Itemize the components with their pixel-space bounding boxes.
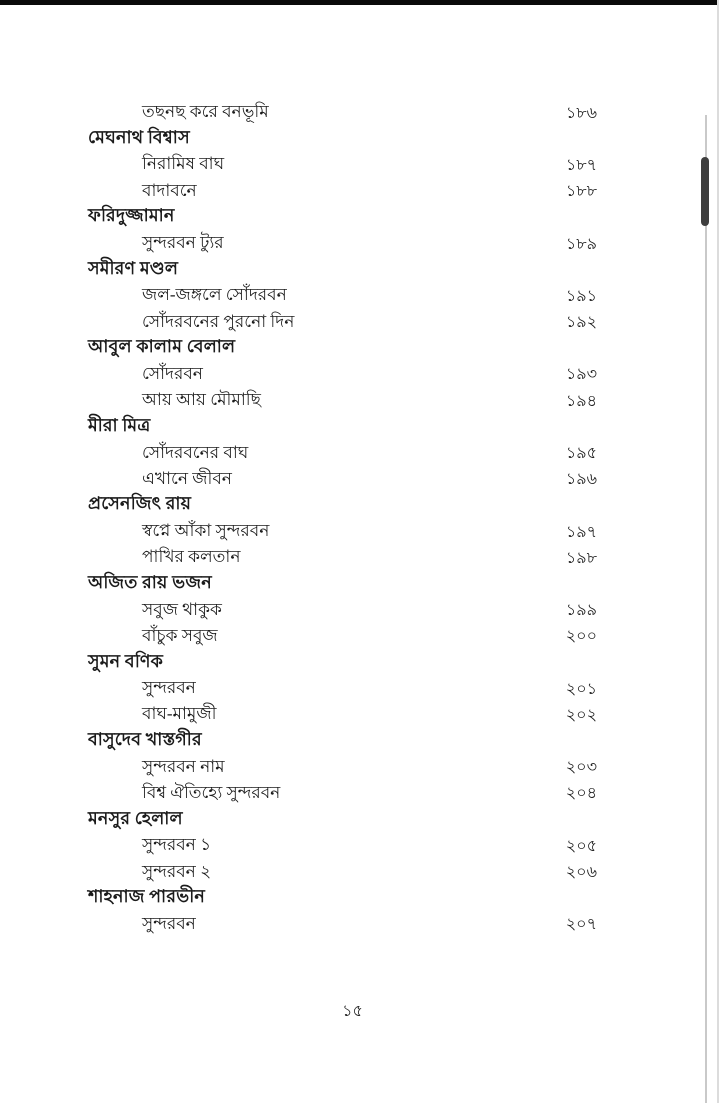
toc-entry-page: ১৯৮: [565, 549, 597, 567]
toc-entry: [88, 676, 597, 702]
toc-entry: [88, 912, 597, 938]
toc-entry: [88, 598, 597, 624]
toc-entry: [88, 467, 597, 493]
toc-list: [88, 100, 597, 938]
toc-entry-title: সবুজ থাকুক: [142, 599, 222, 619]
toc-entry-page: ১৯৬: [565, 471, 597, 489]
toc-entry: [88, 310, 597, 336]
toc-author: অজিত রায় ভজন: [88, 571, 212, 592]
toc-entry-page: ১৯৩: [565, 366, 597, 384]
toc-entry-title: তছনছ করে বনভূমি: [142, 102, 269, 122]
toc-entry-page: ২০৩: [565, 759, 597, 777]
toc-entry: [88, 388, 597, 414]
toc-author: বাসুদেব খাস্তগীর: [88, 729, 202, 750]
toc-entry-title: সুন্দরবন: [142, 913, 196, 933]
toc-entry-title: সুন্দরবন ১: [142, 835, 212, 855]
toc-entry-title: এখানে জীবন: [142, 468, 232, 488]
toc-entry: [88, 833, 597, 859]
toc-entry-page: ২০০: [565, 628, 597, 646]
toc-author: ফরিদুজ্জামান: [88, 205, 175, 226]
toc-author: সুমন বণিক: [88, 650, 164, 671]
toc-entry-page: ২০৭: [565, 916, 597, 934]
toc-entry-page: ১৯৯: [565, 602, 597, 620]
toc-entry-page: ১৮৭: [565, 156, 597, 174]
toc-entry: [88, 702, 597, 728]
toc-entry: [88, 283, 597, 309]
toc-entry-title: পাখির কলতান: [142, 547, 241, 567]
toc-entry-title: সুন্দরবন: [142, 678, 196, 698]
toc-entry-title: নিরামিষ বাঘ: [142, 154, 225, 174]
toc-author: মীরা মিত্র: [88, 414, 151, 435]
toc-entry: [88, 859, 597, 885]
toc-entry: [88, 179, 597, 205]
toc-entry-page: ২০১: [565, 680, 597, 698]
scrollbar-track[interactable]: [705, 115, 707, 1103]
toc-entry-title: বাদাবনে: [142, 180, 197, 200]
toc-entry-title: সুন্দরবন ট্যুর: [142, 233, 224, 253]
toc-entry-page: ১৯৭: [565, 523, 597, 541]
toc-entry-title: সুন্দরবন নাম: [142, 756, 225, 776]
toc-entry-title: বিশ্ব ঐতিহ্যে সুন্দরবন: [142, 782, 281, 802]
toc-entry: [88, 545, 597, 571]
toc-entry: [88, 781, 597, 807]
toc-entry: [88, 440, 597, 466]
toc-entry: [88, 519, 597, 545]
toc-entry-title: জল-জঙ্গলে সোঁদরবন: [142, 285, 287, 305]
toc-entry-title: সোঁদরবন: [142, 363, 203, 383]
toc-entry-page: ১৮৬: [565, 104, 597, 122]
toc-entry-title: সোঁদরবনের বাঘ: [142, 442, 249, 462]
toc-entry-title: সোঁদরবনের পুরনো দিন: [142, 311, 295, 331]
scrollbar-thumb[interactable]: [701, 157, 709, 226]
page-number: ১৫: [342, 1003, 363, 1020]
toc-entry-page: ২০৪: [565, 785, 597, 803]
toc-author: মেঘনাথ বিশ্বাস: [88, 126, 190, 147]
toc-entry-title: সুন্দরবন ২: [142, 861, 212, 881]
toc-entry: [88, 231, 597, 257]
toc-entry-page: ১৮৮: [565, 183, 597, 201]
toc-entry-page: ২০২: [565, 706, 597, 724]
toc-entry-page: ১৯৫: [565, 445, 597, 463]
toc-author: সমীরণ মণ্ডল: [88, 257, 179, 278]
toc-entry-title: স্বপ্নে আঁকা সুন্দরবন: [142, 521, 270, 541]
toc-author: শাহনাজ পারভীন: [88, 886, 206, 907]
toc-entry-page: ২০৬: [565, 864, 597, 882]
toc-author: মনসুর হেলাল: [88, 807, 183, 828]
toc-entry: [88, 362, 597, 388]
toc-entry-page: ২০৫: [565, 837, 597, 855]
toc-entry-title: বাঘ-মামুজী: [142, 704, 217, 724]
toc-entry-title: বাঁচুক সবুজ: [142, 625, 218, 645]
toc-author: আবুল কালাম বেলাল: [88, 336, 236, 357]
toc-entry-page: ১৮৯: [565, 235, 597, 253]
toc-entry-page: ১৯১: [565, 287, 597, 305]
toc-author: প্রসেনজিৎ রায়: [88, 493, 192, 514]
toc-entry-page: ১৯৪: [565, 392, 597, 410]
top-bar: [0, 0, 719, 5]
toc-entry-page: ১৯২: [565, 314, 597, 332]
toc-entry: [88, 755, 597, 781]
toc-entry: [88, 152, 597, 178]
toc-entry-title: আয় আয় মৌমাছি: [142, 390, 261, 410]
toc-entry: [88, 100, 597, 126]
toc-entry: [88, 624, 597, 650]
